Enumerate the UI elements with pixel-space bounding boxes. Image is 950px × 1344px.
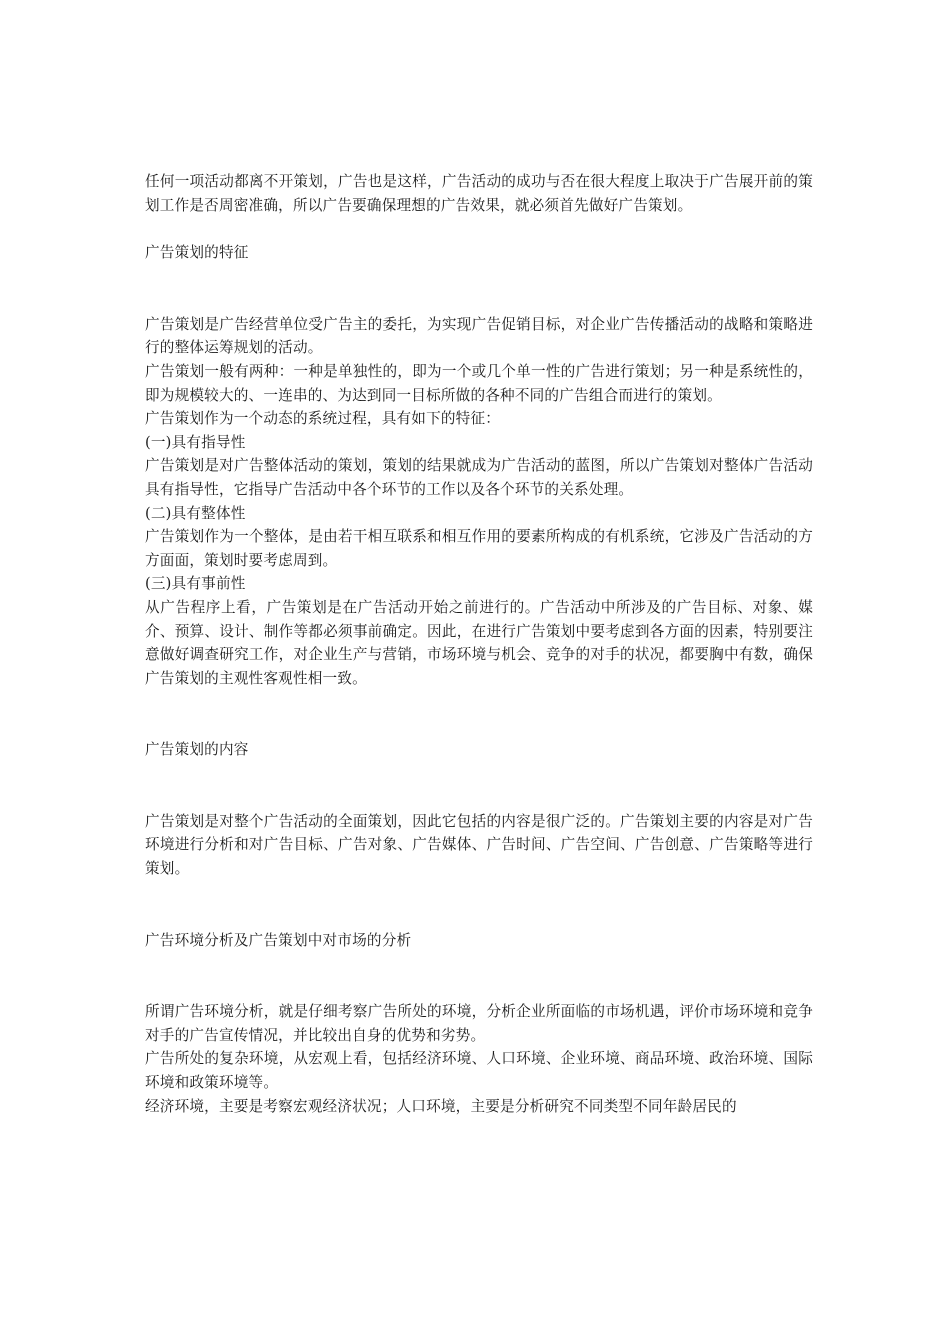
section-heading-features: 广告策划的特征: [145, 244, 249, 262]
body-paragraph: 广告策划是广告经营单位受广告主的委托，为实现广告促销目标，对企业广告传播活动的战略和策略进行的整体运筹规划的活动。: [145, 315, 813, 357]
body-paragraph: 广告所处的复杂环境，从宏观上看，包括经济环境、人口环境、企业环境、商品环境、政治环境、国际环境和政策环境等。: [145, 1050, 813, 1092]
body-paragraph: 经济环境，主要是考察宏观经济状况；人口环境，主要是分析研究不同类型不同年龄居民的: [145, 1097, 737, 1115]
body-paragraph: 广告策划是对整个广告活动的全面策划，因此它包括的内容是很广泛的。广告策划主要的内容是对广告环境进行分析和对广告目标、广告对象、广告媒体、广告时间、广告空间、广告创意、广告策略等进行策划。: [145, 812, 813, 878]
body-paragraph: 广告策划作为一个整体，是由若干相互联系和相互作用的要素所构成的有机系统，它涉及广告活动的方方面面，策划时要考虑周到。: [145, 528, 813, 569]
body-paragraph: 从广告程序上看，广告策划是在广告活动开始之前进行的。广告活动中所涉及的广告目标、对象、媒介、预算、设计、制作等都必须事前确定。因此，在进行广告策划中要考虑到各方面的因素，特别要注意做好调查研究工作，对企业生产与营销，市场环境与机会、竞争的对手的状况，都要胸中有数，确保广告策划的主观性客观性相一致。: [145, 598, 813, 687]
body-paragraph: 广告策划一般有两种：一种是单独性的，即为一个或几个单一性的广告进行策划；另一种是系统性的，即为规模较大的、一连串的、为达到同一目标所做的各种不同的广告组合而进行的策划。: [145, 362, 813, 404]
body-paragraph: 所谓广告环境分析，就是仔细考察广告所处的环境，分析企业所面临的市场机遇，评价市场环境和竞争对手的广告宣传情况，并比较出自身的优势和劣势。: [145, 1003, 813, 1044]
body-paragraph: 广告策划作为一个动态的系统过程，具有如下的特征：: [145, 410, 501, 428]
body-paragraph: 广告策划是对广告整体活动的策划，策划的结果就成为广告活动的蓝图，所以广告策划对整体广告活动具有指导性，它指导广告活动中各个环节的工作以及各个环节的关系处理。: [145, 457, 813, 498]
intro-paragraph: 任何一项活动都离不开策划，广告也是这样，广告活动的成功与否在很大程度上取决于广告展开前的策划工作是否周密准确，所以广告要确保理想的广告效果，就必须首先做好广告策划。: [145, 173, 813, 214]
document-body: [145, 170, 813, 1118]
subheading-integrity: (二)具有整体性: [145, 504, 246, 522]
section-heading-environment: 广告环境分析及广告策划中对市场的分析: [145, 931, 412, 949]
subheading-advance: (三)具有事前性: [145, 575, 246, 593]
section-heading-content: 广告策划的内容: [145, 741, 249, 759]
subheading-guidance: (一)具有指导性: [145, 433, 246, 451]
